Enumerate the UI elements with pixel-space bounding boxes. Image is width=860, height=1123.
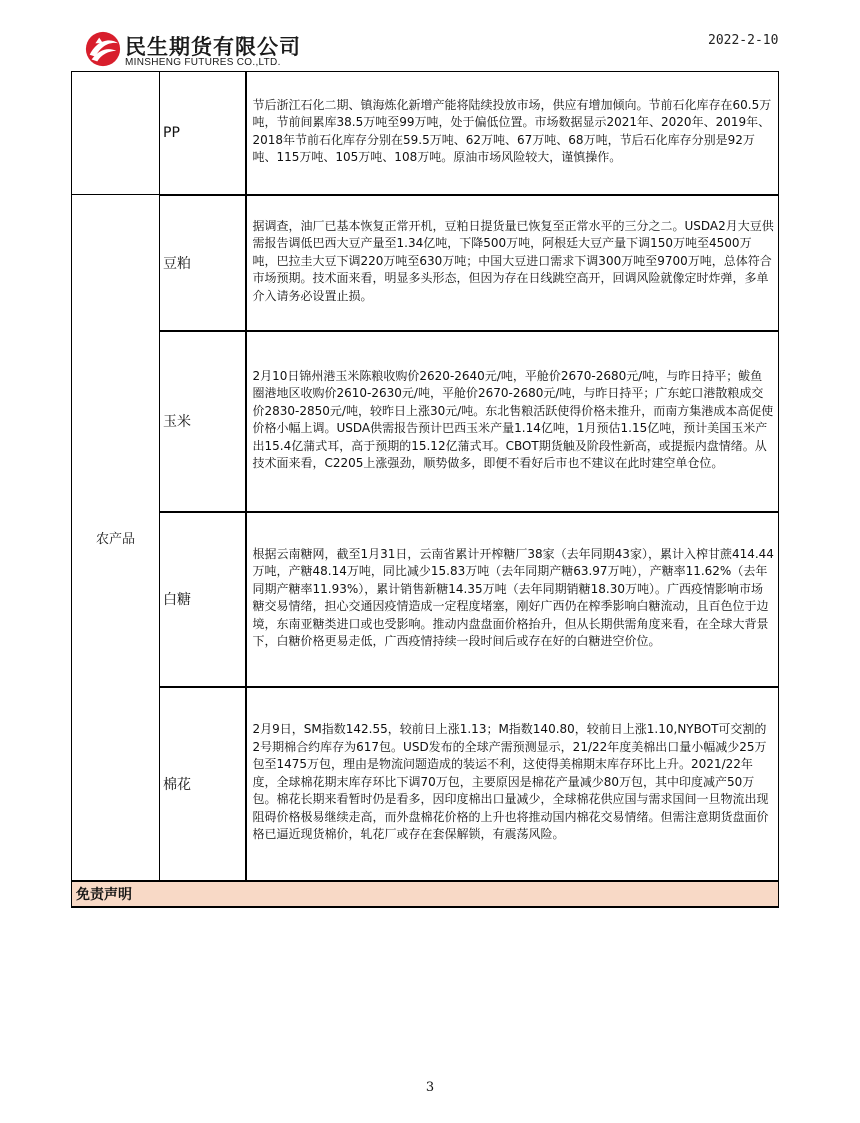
disclaimer-row bbox=[72, 881, 779, 907]
commodity-analysis: 2月9日，SM指数142.55，较前日上涨1.13；M指数140.80，较前日上涨1.10,NYBOT可交割的2号期棉合约库存为617包。USD发布的全球产需预测显示，21/22年度美棉出口量小幅减少25万包至1475万包，理由是物流问题造成的装运不利，这使得美棉期末库存环比上升。2021/22年度，全球棉花期末库存环比下调70万包，主要原因是棉花产量减少80万包，其中印度减产50万包。棉花长期来看暂时仍是看多，因印度棉出口量减少，全球棉花供应国与需求国间一旦物流出现阻碍价格极易继续走高，而外盘棉花价格的上升也将推动国内棉花交易情绪。但需注意期货盘面价格已逼近现货棉价，轧花厂或存在套保解锁，有震荡风险。 bbox=[246, 687, 779, 881]
table-row bbox=[72, 72, 779, 195]
company-logo bbox=[84, 28, 324, 72]
commodity-name: 玉米 bbox=[160, 331, 246, 512]
page-number: 3 bbox=[425, 1080, 435, 1095]
commodity-name: 白糖 bbox=[160, 512, 246, 687]
page-header bbox=[0, 0, 860, 75]
category-cell: 农产品 bbox=[72, 195, 160, 881]
table-row bbox=[72, 195, 779, 331]
commodity-name: 豆粕 bbox=[160, 195, 246, 331]
commodity-name: PP bbox=[160, 72, 246, 195]
table-row bbox=[72, 331, 779, 512]
company-logo-icon bbox=[84, 30, 122, 68]
disclaimer-title: 免责声明 bbox=[72, 881, 779, 907]
table-row bbox=[72, 687, 779, 881]
company-name-en: MINSHENG FUTURES CO.,LTD. bbox=[125, 57, 281, 68]
category-cell-empty bbox=[72, 72, 160, 195]
commodity-analysis: 根据云南糖网，截至1月31日，云南省累计开榨糖厂38家（去年同期43家），累计入榨甘蔗414.44万吨，产糖48.14万吨，同比减少15.83万吨（去年同期产糖63.97万吨），产糖率11.62%（去年同期产糖率11.93%），累计销售新糖14.35万吨（去年同期销糖18.30万吨）。广西疫情影响市场糖交易情绪，担心交通因疫情造成一定程度堵塞，刚好广西仍在榨季影响白糖流动，且百色位于边境，东南亚糖类进口或也受影响。推动内盘盘面价格抬升，但从长期供需角度来看，在全球大背景下，白糖价格更易走低，广西疫情持续一段时间后或存在好的白糖进空价位。 bbox=[246, 512, 779, 687]
commodity-analysis: 2月10日锦州港玉米陈粮收购价2620-2640元/吨，平舱价2670-2680元/吨，与昨日持平；鲅鱼圈港地区收购价2610-2630元/吨，平舱价2670-2680元/吨，与昨日持平；广东蛇口港散粮成交价2830-2850元/吨，较昨日上涨30元/吨。东北售粮活跃使得价格未推升，而南方集港成本高促使价格小幅上调。USDA供需报告预计巴西玉米产量1.14亿吨，1月预估1.15亿吨，预计美国玉米产出15.4亿蒲式耳，高于预期的15.12亿蒲式耳。CBOT期货触及阶段性新高，或提振内盘情绪。从技术面来看，C2205上涨强劲，顺势做多，即便不看好后市也不建议在此时建空单仓位。 bbox=[246, 331, 779, 512]
commodity-analysis: 据调查，油厂已基本恢复正常开机，豆粕日提货量已恢复至正常水平的三分之二。USDA2月大豆供需报告调低巴西大豆产量至1.34亿吨，下降500万吨，阿根廷大豆产量下调150万吨至4500万吨，巴拉圭大豆下调220万吨至630万吨；中国大豆进口需求下调300万吨至9700万吨，总体符合市场预期。技术面来看，明显多头形态，但因为存在日线跳空高开，回调风险就像定时炸弹，多单介入请务必设置止损。 bbox=[246, 195, 779, 331]
table-row bbox=[72, 512, 779, 687]
commodity-analysis: 节后浙江石化二期、镇海炼化新增产能将陆续投放市场，供应有增加倾向。节前石化库存在60.5万吨，节前间累库38.5万吨至99万吨，处于偏低位置。市场数据显示2021年、2020年、2019年、2018年节前石化库存分别在59.5万吨、62万吨、67万吨、68万吨，节后石化库存分别是92万吨、115万吨、105万吨、108万吨。原油市场风险较大，谨慎操作。 bbox=[246, 72, 779, 195]
commodity-table bbox=[71, 71, 779, 908]
company-name-cn: 民生期货有限公司 bbox=[125, 35, 301, 59]
commodity-name: 棉花 bbox=[160, 687, 246, 881]
report-date: 2022-2-10 bbox=[708, 33, 779, 48]
